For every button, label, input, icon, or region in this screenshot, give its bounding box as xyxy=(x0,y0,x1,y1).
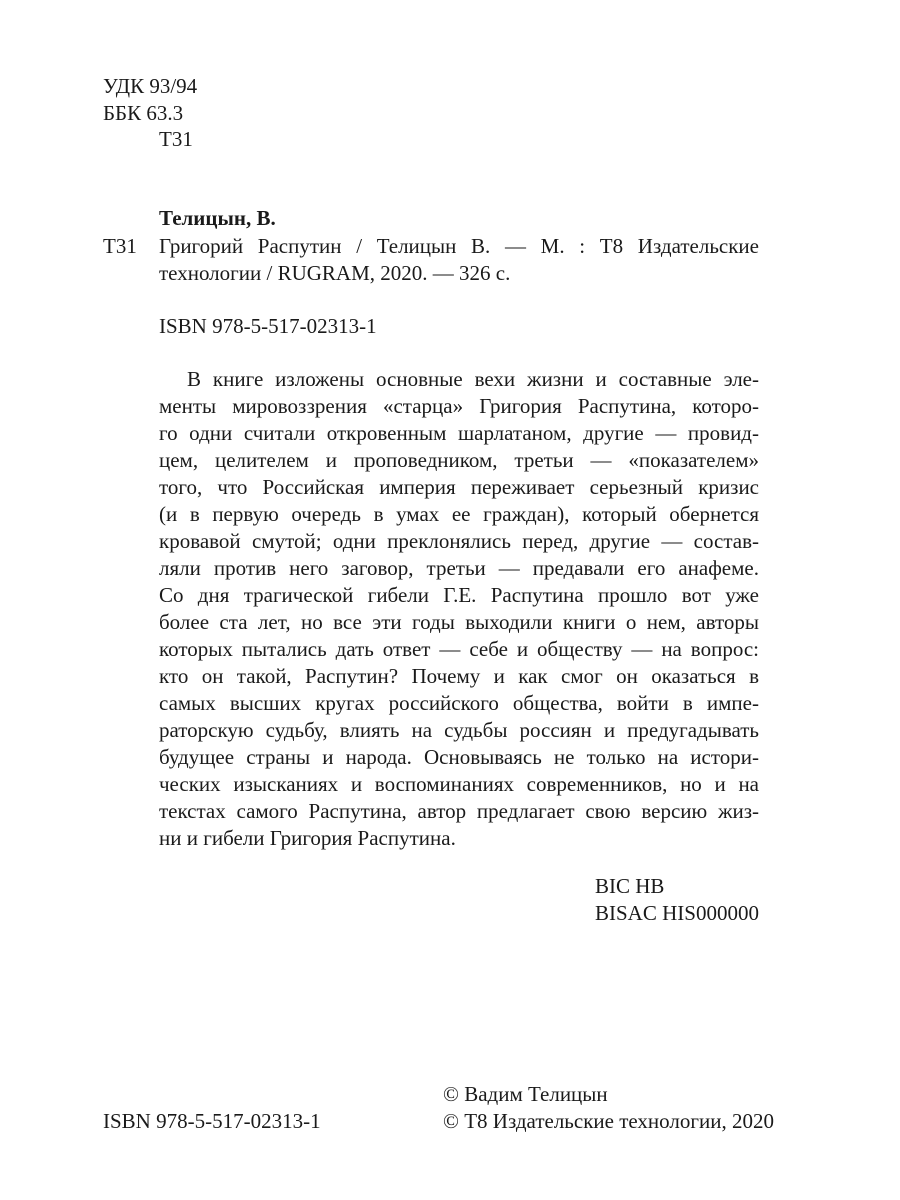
annotation-line: В книге изложены основные вехи жизни и составные эле- xyxy=(187,367,759,391)
bisac-code: BISAC HIS000000 xyxy=(595,901,759,925)
annotation-line: кровавой смутой; одни преклонялись перед, другие — состав- xyxy=(159,529,759,553)
annotation-line: будущее страны и народа. Основываясь не только на истори- xyxy=(159,745,759,769)
author-mark-code: Т31 xyxy=(159,127,193,151)
copyright-publisher: © Т8 Издательские технологии, 2020 xyxy=(443,1109,774,1133)
annotation-line: текстах самого Распутина, автор предлагает свою версию жиз- xyxy=(159,799,759,823)
annotation-line: цем, целителем и проповедником, третьи — «показателем» xyxy=(159,448,759,472)
isbn-entry: ISBN 978-5-517-02313-1 xyxy=(159,314,377,338)
annotation-line: которых пытались дать ответ — себе и обществу — на вопрос: xyxy=(159,637,759,661)
annotation-line: более ста лет, но все эти годы выходили книги о нем, авторы xyxy=(159,610,759,634)
annotation-line: Со дня трагической гибели Г.Е. Распутина прошло вот уже xyxy=(159,583,759,607)
copyright-author: © Вадим Телицын xyxy=(443,1082,608,1106)
annotation-line: (и в первую очередь в умах ее граждан), который обернется xyxy=(159,502,759,526)
entry-author-mark: Т31 xyxy=(103,234,137,258)
annotation-line: менты мировоззрения «старца» Григория Распутина, которо- xyxy=(159,394,759,418)
bibliographic-description xyxy=(159,233,759,287)
annotation-line: раторскую судьбу, влиять на судьбы россиян и предугадывать xyxy=(159,718,759,742)
bibliographic-line: технологии / RUGRAM, 2020. — 326 с. xyxy=(159,261,511,285)
annotation-line: го одни считали откровенным шарлатаном, другие — провид- xyxy=(159,421,759,445)
udk-code: УДК 93/94 xyxy=(103,74,198,98)
annotation-paragraph xyxy=(159,366,759,852)
annotation-line: того, что Российская империя переживает серьезный кризис xyxy=(159,475,759,499)
isbn-footer: ISBN 978-5-517-02313-1 xyxy=(103,1109,321,1133)
annotation-line: ляли против него заговор, третьи — предавали его анафеме. xyxy=(159,556,759,580)
annotation-line: ческих изысканиях и воспоминаниях современников, но и на xyxy=(159,772,759,796)
annotation-line: ни и гибели Григория Распутина. xyxy=(159,826,456,850)
annotation-line: самых высших кругах российского общества, войти в импе- xyxy=(159,691,759,715)
annotation-line: кто он такой, Распутин? Почему и как смог он оказаться в xyxy=(159,664,759,688)
author-heading: Телицын, В. xyxy=(159,206,276,230)
bibliographic-line: Григорий Распутин / Телицын В. — М. : Т8 Издательские xyxy=(159,234,759,258)
bic-code: BIC HB xyxy=(595,874,665,898)
bbk-code: ББК 63.3 xyxy=(103,101,184,125)
